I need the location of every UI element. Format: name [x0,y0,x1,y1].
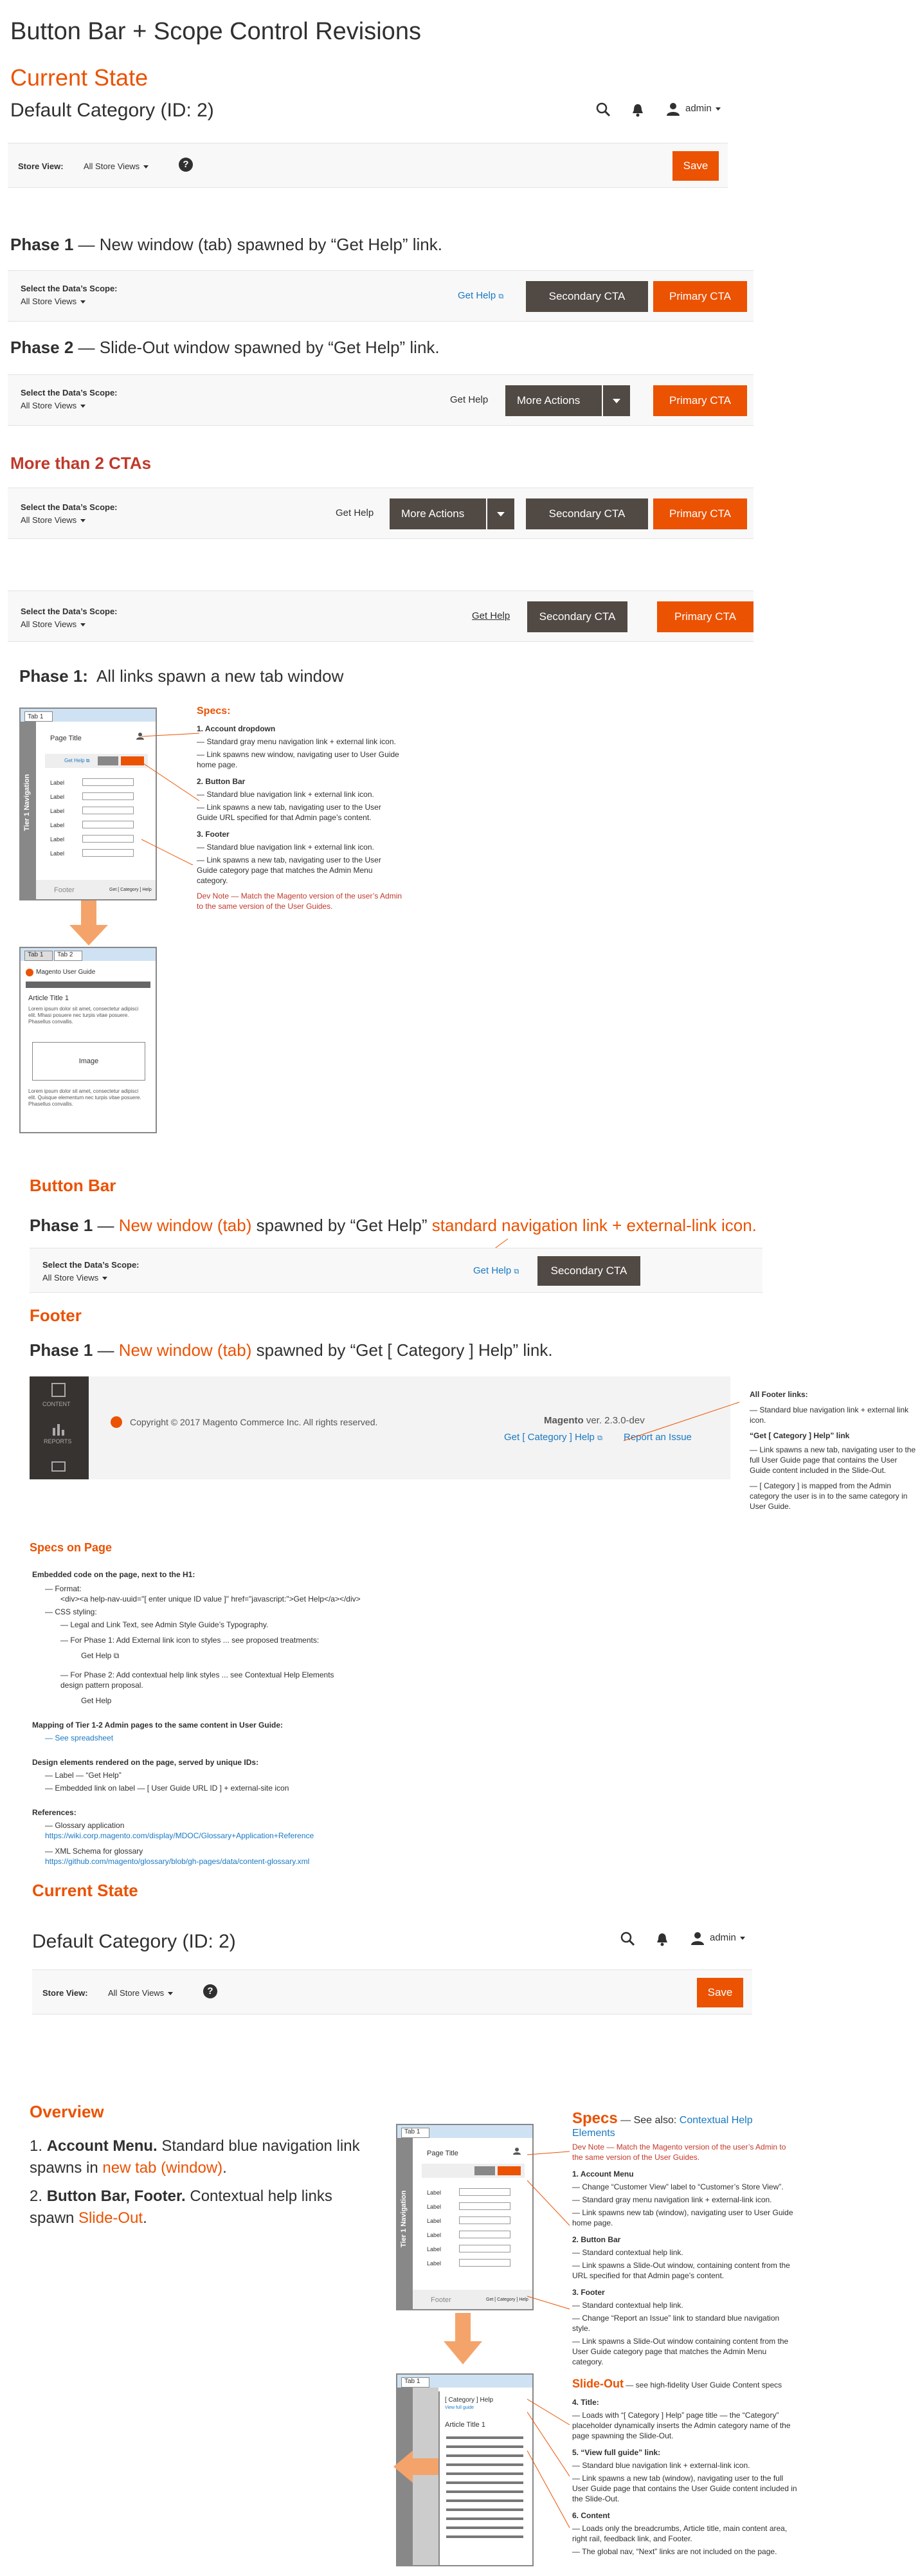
secondary-cta-button[interactable]: Secondary CTA [526,498,648,529]
form-label: Label [50,808,65,814]
secondary-cta-button[interactable]: Secondary CTA [537,1256,640,1286]
external-link-icon: ⧉ [498,293,504,300]
primary-cta-button[interactable]: Primary CTA [653,281,747,312]
scope-bar-4: Select the Data’s Scope: All Store Views Get Help Secondary CTA Primary CTA [8,590,753,642]
form-label: Label [427,2218,442,2224]
scope-select[interactable]: All Store Views [42,1273,107,1283]
form-label: Label [50,836,65,843]
bell-icon[interactable] [631,103,644,117]
arrow-left-icon [393,2451,438,2483]
spec-item-line: — Standard contextual help link. [572,2301,683,2310]
scope-select[interactable]: All Store Views [21,619,86,629]
spec-item-line: — Link spawns new tab (window), navigating user to User Guide home page. [572,2208,793,2227]
specs-panel: Specs: 1. Account dropdown — Standard gray menu navigation link + external link icon. — Link spawns new window, navigating user to User Guide home page. 2. Button Bar — Standard blue navigation link + external link icon. — Link spawns a new tab, navigating user to the User Guide URL specified for that Admin page’s content. 3. Footer — Standard blue navigation link + external link icon. — Link spawns a new tab, navigating user to the User Guide category page that matches the Admin Menu category. Dev Note — Match the Magento version of the user’s Admin to the same version of the User Guides. [197,706,402,911]
text-line [446,2436,523,2439]
store-view-bar: Store View: All Store Views ? Save [8,143,728,188]
arrow-down-icon [69,900,108,945]
get-help-link[interactable]: Get Help [472,610,510,621]
store-view-select[interactable]: All Store Views [84,161,149,171]
spec-item-line: — Standard blue navigation link + external-link icon. [572,2461,750,2470]
phase2-heading: Phase 2 — Slide-Out window spawned by “Get Help” link. [10,338,440,357]
more-than-heading: More than 2 CTAs [10,453,152,473]
specs-on-page-heading: Specs on Page [30,1541,113,1554]
phase1-heading: Phase 1 — New window (tab) spawned by “Get Help” link. [10,235,442,254]
category-title-2: Default Category (ID: 2) [32,1931,236,1952]
mock-admin-window-2: Tab 1 Tier 1 Navigation Page Title Label Label Label Label Label Label Footer Get [ Category ] Help [396,2124,534,2310]
get-help-link[interactable]: Get Help ⧉ [458,290,504,301]
mock-slideout-window: Tab 1 [ Category ] Help View full guide Article Title 1 [396,2373,534,2566]
spec-item-line: — Loads with “[ Category ] Help” page title — the “Category” placeholder dynamically inserts the Admin category name of the page spawning the Slide-Out. [572,2411,791,2440]
text-line [446,2517,523,2520]
current-state-heading-2: Current State [32,1881,138,1900]
get-help-link[interactable]: Get Help [336,507,374,518]
more-actions-button[interactable]: More Actions [390,498,486,529]
scope-bar-1: Select the Data’s Scope: All Store Views Get Help ⧉ Secondary CTA Primary CTA [8,270,753,322]
more-actions-dropdown[interactable] [603,385,630,416]
phase1-all-heading: Phase 1: All links spawn a new tab window [19,666,344,686]
overview-list: 1. Account Menu. Standard blue navigation link spawns in new tab (window). 2. Button Bar, Footer. Contextual help links spawn Slide-Out. [30,2137,360,2227]
spec-item-heading: 2. Button Bar [197,777,246,786]
form-field [82,849,134,857]
text-line [446,2472,523,2475]
admin-menu[interactable]: admin [685,103,721,114]
form-label: Label [427,2189,442,2196]
text-line [446,2481,523,2484]
text-line [446,2463,523,2466]
button-bar-heading: Button Bar [30,1176,116,1195]
chevron-down-icon [497,512,505,516]
text-line [446,2499,523,2502]
scope-select[interactable]: All Store Views [21,515,86,525]
contextual-help-link[interactable]: Contextual Help Elements [572,2115,753,2139]
save-button[interactable]: Save [672,151,719,181]
form-label: Label [427,2232,442,2238]
get-help-link[interactable]: Get Help ⧉ [473,1265,519,1276]
text-line [446,2490,523,2493]
search-icon[interactable] [620,1931,635,1946]
spec-item-line: — Standard gray menu navigation link + external-link icon. [572,2195,772,2204]
form-label: Label [427,2260,442,2267]
form-label: Label [50,794,65,800]
primary-cta-button[interactable]: Primary CTA [657,601,753,632]
store-icon [51,1461,66,1472]
spec-item-heading: 1. Account Menu [572,2170,634,2179]
scope-select[interactable]: All Store Views [21,297,86,306]
overview-heading: Overview [30,2102,104,2121]
user-icon [513,2147,521,2155]
user-icon[interactable] [666,102,680,116]
form-label: Label [50,780,65,786]
spec-item-heading: 1. Account dropdown [197,724,276,733]
secondary-cta-button[interactable]: Secondary CTA [526,281,648,312]
form-field [459,2259,510,2267]
spec-item-line: — Link spawns a new tab (window), navigating user to the full User Guide page that contains the User Guide content included in the Slide-Out. [572,2474,797,2503]
chevron-down-icon [613,399,620,403]
user-icon[interactable] [690,1931,705,1945]
spec-item-line: — Change “Report an Issue” link to standard blue navigation style. [572,2314,780,2333]
get-help-link[interactable]: Get Help ⧉ [81,1651,120,1660]
reports-icon [51,1421,66,1436]
text-line [446,2454,523,2457]
text-line [446,2526,523,2529]
help-icon[interactable]: ? [203,1984,217,1998]
bb-phase-heading: Phase 1 — New window (tab) spawned by “Get Help” standard navigation link + external-link icon. [30,1216,757,1235]
footer-heading: Footer [30,1306,82,1325]
scope-bar-3: Select the Data’s Scope: All Store Views Get Help More Actions Secondary CTA Primary CTA [8,488,753,539]
form-label: Label [50,850,65,857]
spec-item-line: — Standard blue navigation link + external link icon. [197,790,374,799]
spec-item-line: — Link spawns a Slide-Out window, containing content from the URL specified for that Admin page’s content. [572,2261,790,2280]
spec-item-heading: 6. Content [572,2511,610,2520]
callout-lines [141,711,206,865]
spreadsheet-link[interactable]: — See spreadsheet [45,1733,114,1742]
arrow-down-icon [444,2313,482,2364]
mock-admin-window: Tab 1 Tier 1 Navigation Page Title Get Help ⧉ Label Label Label Label Label Label Footer Get [ Category ] Help [19,708,157,900]
footer-specs: All Footer links: — Standard blue navigation link + external link icon. “Get [ Category ] Help” link — Link spawns a new tab, navigating user to the full User Guide page that contains the User Guide content included in the Slide-Out. — [ Category ] is mapped from the Admin category the user is in to the same category in User Guide. [750,1390,916,1511]
category-title: Default Category (ID: 2) [10,100,214,121]
spec-item-line: — Link spawns new window, navigating user to User Guide home page. [197,750,399,769]
save-button[interactable]: Save [697,1978,743,2007]
form-field [459,2245,510,2252]
page-title: Button Bar + Scope Control Revisions [10,18,421,45]
form-field [82,835,134,843]
external-link-icon: ⧉ [597,1434,602,1442]
text-line [446,2508,523,2511]
get-help-link[interactable]: Get Help [450,394,489,405]
external-link-icon: ⧉ [514,1268,519,1275]
form-label: Label [50,822,65,828]
current-state-heading: Current State [10,64,149,91]
spec-item-line: — Loads only the breadcrumbs, Article title, main content area, right rail, feedback link, and Footer. [572,2524,788,2543]
search-icon[interactable] [595,102,611,117]
more-actions-dropdown[interactable] [487,498,514,529]
spec-item-line: — Standard contextual help link. [572,2248,683,2257]
specs-panel-2: Specs — See also: Contextual Help Elements Dev Note — Match the Magento version of the user’s Admin to the same version of the User Guides. 1. Account Menu — Change “Customer View” label to “Customer’s Store View”. — Standard gray menu navigation link + external-link icon. — Link spawns new tab (window), navigating user to User Guide home page. 2. Button Bar — Standard contextual help link. — Link spawns a Slide-Out window, containing content from the URL specified for that Admin page’s content. 3. Footer — Standard contextual help link. — Change “Report an Issue” link to standard blue navigation style. — Link spawns a Slide-Out window containing content from the User Guide category page that matches the Admin Menu category. Slide-Out — see high-fidelity User Guide Content specs 4. Title: — Loads with “[ Category ] Help” page title — the “Category” placeholder dynamically inserts the Admin category name of the page spawning the Slide-Out. 5. “View full guide” link: — Standard blue navigation link + external-link icon. — Link spawns a new tab (window), navigating user to the full User Guide page that contains the User Guide content included in the Slide-Out. 6. Content — Loads only the breadcrumbs, Article title, main content area, right rail, feedback link, and Footer. — The global nav, “Next” links are not included on the page. [572,2110,797,2556]
bell-icon[interactable] [656,1932,669,1946]
form-field [82,792,134,800]
spec-item-line: — Link spawns a new tab, navigating user to the User Guide category page that matches the Admin Menu category. [197,855,381,885]
specs-on-page: Embedded code on the page, next to the H1: — Format: <div><a help-nav-uuid="[ enter unique ID value ]" href="javascript:">Get Help</a></div> — CSS styling: — Legal and Link Text, see Admin Style Guide’s Typography. — For Phase 1: Add External link icon to styles ... see proposed treatments: Get Help ⧉ — For Phase 2: Add contextual help link styles ... see Contextual Help Elements design pattern proposal. Get Help Mapping of Tier 1-2 Admin pages to the same content in User Guide: — See spreadsheet Design elements rendered on the page, served by unique IDs: — Label — “Get Help” — Embedded link on label — [ User Guide URL ID ] + external-site icon References: — Glossary application https://wiki.corp.magento.com/display/MDOC/Glossary+Application+Reference — XML Schema for glossary https://github.com/magento/glossary/blob/gh-pages/data/content-glossary.xml [32,1569,611,1867]
help-icon[interactable]: ? [179,158,193,172]
scope-bar-2: Select the Data’s Scope: All Store Views Get Help More Actions Primary CTA [8,374,753,426]
spec-item-line: — Link spawns a new tab, navigating user to the User Guide URL specified for that Admin page’s content. [197,803,381,822]
ft-phase-heading: Phase 1 — New window (tab) spawned by “Get [ Category ] Help” link. [30,1340,553,1360]
scope-select[interactable]: All Store Views [21,401,86,410]
scope-bar-5: Select the Data’s Scope: All Store Views Get Help ⧉ Secondary CTA [30,1248,762,1293]
admin-menu[interactable]: admin [710,1932,745,1943]
spec-item-heading: 3. Footer [572,2288,605,2297]
spec-item-line: — Change “Customer View” label to “Customer’s Store View”. [572,2182,784,2191]
spec-item-line: — Link spawns a Slide-Out window containing content from the User Guide category page that matches the Admin Menu category. [572,2337,789,2366]
magento-logo [111,1416,122,1428]
spec-item-line: — Standard gray menu navigation link + external link icon. [197,737,396,746]
primary-cta-button[interactable]: Primary CTA [653,498,747,529]
form-field [82,821,134,828]
primary-cta-button[interactable]: Primary CTA [653,385,747,416]
schema-link[interactable]: https://github.com/magento/glossary/blob/gh-pages/data/content-glossary.xml [45,1857,310,1866]
text-line [446,2535,523,2538]
form-label: Label [427,2204,442,2210]
spec-item-heading: 5. “View full guide” link: [572,2448,661,2457]
spec-item-heading: 3. Footer [197,830,230,839]
more-actions-button[interactable]: More Actions [505,385,602,416]
callout-lines-2 [527,2142,572,2553]
spec-item-heading: 4. Title: [572,2398,599,2407]
spec-item-line: — The global nav, “Next” links are not included on the page. [572,2547,777,2556]
text-line [446,2445,523,2448]
form-field [82,807,134,814]
glossary-link[interactable]: https://wiki.corp.magento.com/display/MDOC/Glossary+Application+Reference [45,1831,314,1840]
form-field [82,778,134,786]
store-view-bar-2: Store View: All Store Views ? Save [32,1969,752,2014]
secondary-cta-button[interactable]: Secondary CTA [527,601,627,632]
store-view-select[interactable]: All Store Views [108,1988,173,1998]
mock-userguide-window: Tab 1 Tab 2 Magento User Guide Article Title 1 Lorem ipsum dolor sit amet, consectetur adipisci elit. Mhasi posuere nec turpis vitae posuere. Phasellus convallis. Image Lorem ipsum dolor sit amet, consectetur adipisci elit. Quisque elementum nec turpis vitae posuere. Phasellus convallis. [19,947,157,1133]
footer-mock: CONTENT REPORTS Copyright © 2017 Magento Commerce Inc. All rights reserved. Magento ver. 2.3.0-dev Get [ Category ] Help ⧉ Report an Issue [30,1376,730,1479]
spec-item-line: — Standard blue navigation link + external link icon. [197,843,374,852]
get-category-help-link[interactable]: Get [ Category ] Help ⧉ [504,1432,602,1443]
spec-item-heading: 2. Button Bar [572,2235,621,2244]
report-issue-link[interactable]: Report an Issue [624,1432,692,1443]
form-label: Label [427,2246,442,2252]
content-icon [51,1383,66,1397]
